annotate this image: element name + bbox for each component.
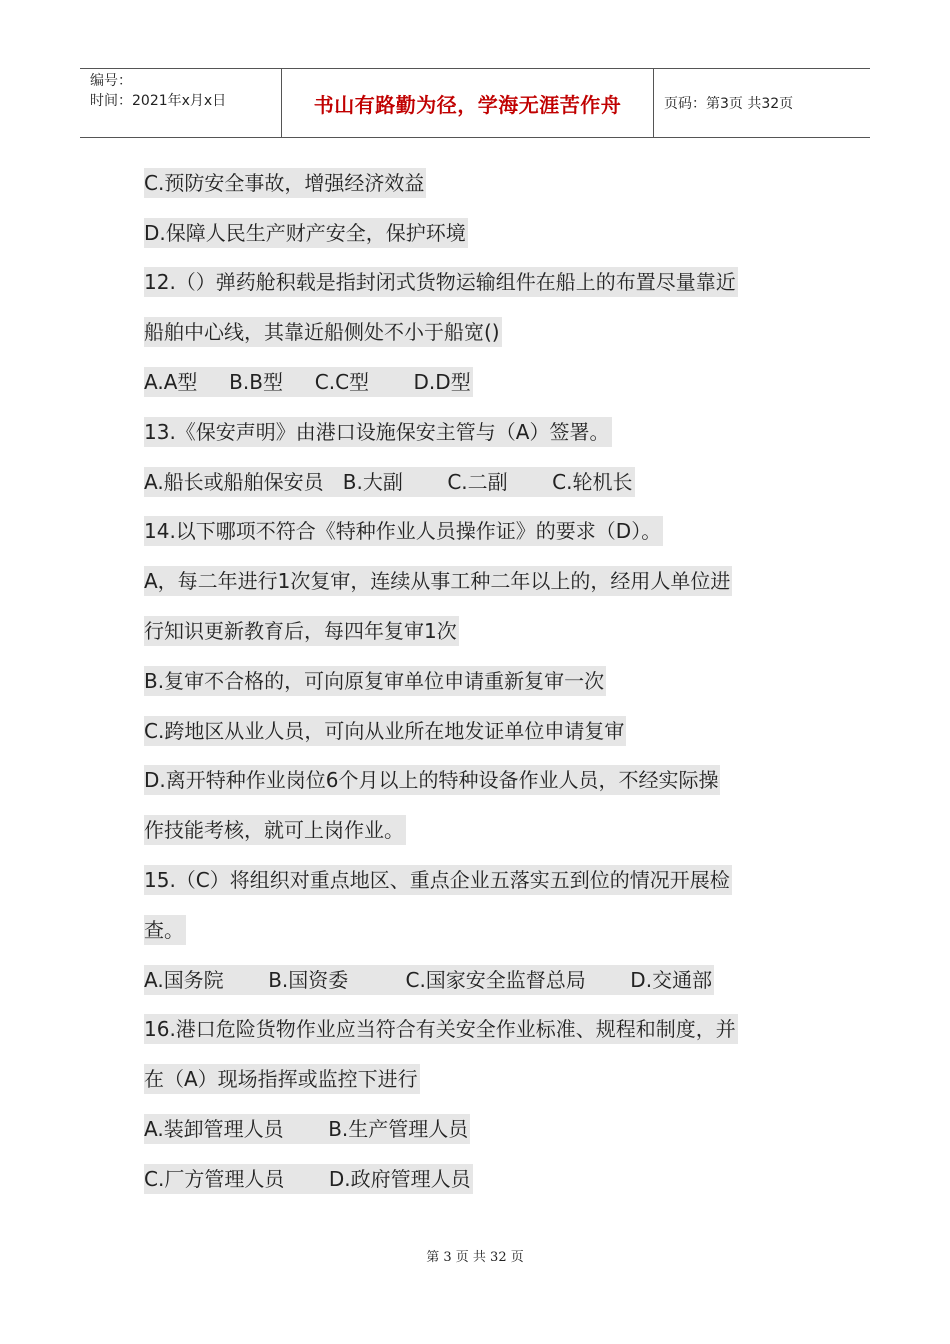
text-line: A.国务院 B.国资委 C.国家安全监督总局 D.交通部: [144, 955, 814, 1005]
page-header: [80, 68, 870, 138]
text-line: A.装卸管理人员 B.生产管理人员: [144, 1104, 814, 1154]
text-line: 作技能考核，就可上岗作业。: [144, 805, 814, 855]
header-meta: [80, 69, 282, 137]
text-line: A.船长或船舶保安员 B.大副 C.二副 C.轮机长: [144, 457, 814, 507]
text-line: C.跨地区从业人员，可向从业所在地发证单位申请复审: [144, 706, 814, 756]
text-line: 16.港口危险货物作业应当符合有关安全作业标准、规程和制度，并: [144, 1005, 814, 1055]
document-time-label: 时间：2021年x月x日: [90, 93, 227, 109]
text-line: B.复审不合格的，可向原复审单位申请重新复审一次: [144, 656, 814, 706]
header-page-info: 页码：第3页 共32页: [664, 96, 794, 112]
text-line: 在（A）现场指挥或监控下进行: [144, 1054, 814, 1104]
page-footer: 第 3 页 共 32 页: [426, 1250, 524, 1265]
text-line: 船舶中心线，其靠近船侧处不小于船宽(): [144, 307, 814, 357]
text-line: D.离开特种作业岗位6个月以上的特种设备作业人员，不经实际操: [144, 756, 814, 806]
text-line: A.A型 B.B型 C.C型 D.D型: [144, 357, 814, 407]
text-line: 13.《保安声明》由港口设施保安主管与（A）签署。: [144, 407, 814, 457]
text-line: D.保障人民生产财产安全，保护环境: [144, 208, 814, 258]
text-line: 查。: [144, 905, 814, 955]
document-number-label: 编号：: [90, 73, 132, 89]
text-line: A，每二年进行1次复审，连续从事工种二年以上的，经用人单位进: [144, 556, 814, 606]
text-line: C.厂方管理人员 D.政府管理人员: [144, 1154, 814, 1204]
text-line: C.预防安全事故，增强经济效益: [144, 158, 814, 208]
text-line: 行知识更新教育后，每四年复审1次: [144, 606, 814, 656]
text-line: 14.以下哪项不符合《特种作业人员操作证》的要求（D）。: [144, 507, 814, 557]
header-motto: 书山有路勤为径，学海无涯苦作舟: [282, 69, 654, 137]
document-body: [144, 158, 814, 1204]
text-line: 15.（C）将组织对重点地区、重点企业五落实五到位的情况开展检: [144, 855, 814, 905]
text-line: 12.（）弹药舱积载是指封闭式货物运输组件在船上的布置尽量靠近: [144, 258, 814, 308]
